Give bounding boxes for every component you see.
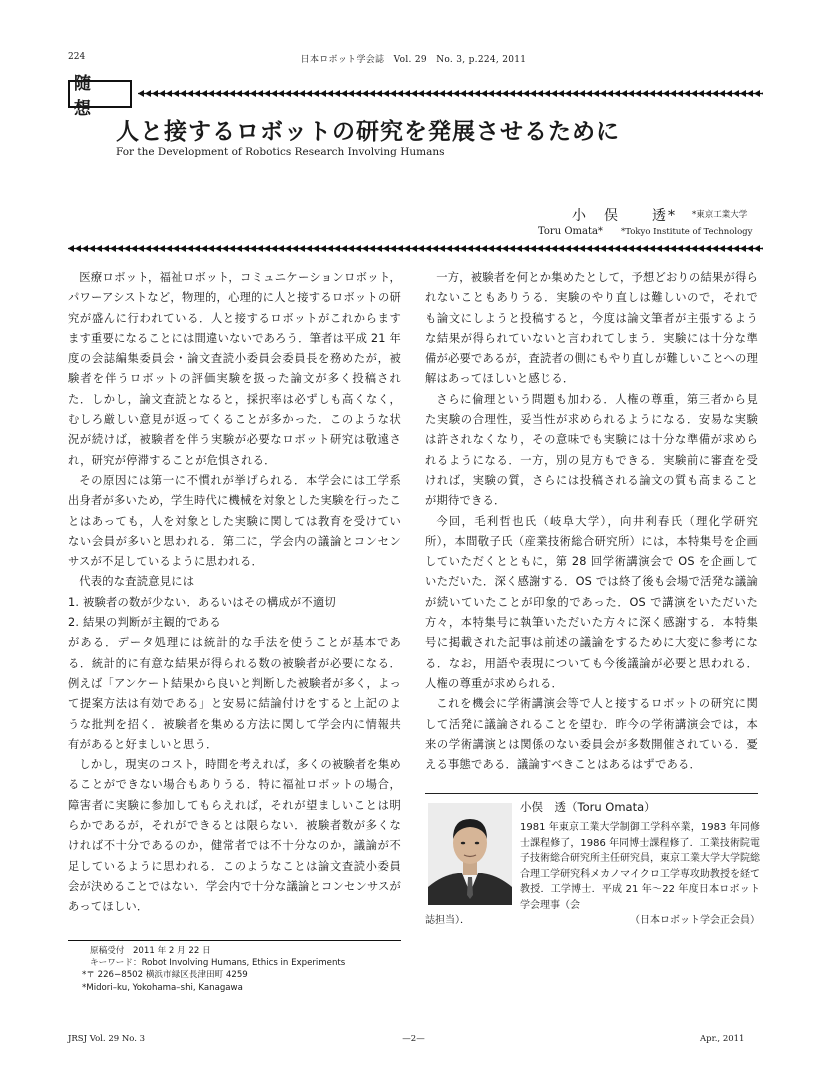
body-paragraph: 一方，被験者を何とか集めたとして，予想どおりの結果が得られないこともありうる．実験のやり直しは難しいので，それでも論文にしようと投稿すると，今度は論文筆者が主張するような結果が得られていないと言われてしまう．実験には十分な準備が必要であるが，査読者の側にもやり直しが難しいことへの理解はあってほしいと感じる． — [425, 271, 758, 386]
footnote-address-ja: *〒 226−8502 横浜市緑区長津田町 4259 — [82, 970, 248, 980]
list-item: 1. 被験者の数が少ない．あるいはその構成が不適切 — [68, 595, 336, 609]
body-paragraph: がある．データ処理には統計的な手法を使うことが基本である．統計的に有意な結果が得られる数の被験者が必要になる．例えば「アンケート結果から良いと判断した被験者が多く，よって提案方法は有効である」と安易に結論付けをすると上記のような批判を招く．被験者を集める方法に関して学会内に情報共有があると好ましいと思う． — [68, 636, 401, 751]
category-label: 随 想 — [68, 80, 132, 108]
footnote-keywords: キーワード：Robot Involving Humans, Ethics in Experiments — [90, 958, 346, 968]
body-paragraph: その原因には第一に不慣れが挙げられる．本学会には工学系出身者が多いため，学生時代に機械を対象とした実験を行ったことはあっても，人を対象とした実験に関しては教育を受けていない会員が多いと思われる．第二に，学会内の議論とコンセンサスが不足しているように思われる． — [68, 473, 401, 569]
article-title-en: For the Development of Robotics Research Involving Humans — [116, 146, 445, 158]
footer-journal: JRSJ Vol. 29 No. 3 — [68, 1034, 146, 1044]
bio-divider — [425, 793, 758, 794]
body-paragraph: 今回，毛利哲也氏（岐阜大学），向井利春氏（理化学研究所），本間敬子氏（産業技術総合研究所）には，本特集号を企画していただくとともに，第 28 回学術講演会で OS を企画していただいた．深く感謝する．OS では終了後も会場で活発な議論が続いていたことが印象的であった．OS で講演をいただいた方々，本特集号に執筆いただいた方々に深く感謝する．本特集号に掲載された記事は前述の議論をするために大変に参考になる．なお，用語や表現についても今後議論が必要と思われる．人権の尊重が求められる． — [425, 514, 758, 690]
bio-text-tail: 誌担当）． — [425, 915, 470, 926]
body-column-right — [425, 268, 758, 775]
bio-text: 1981 年東京工業大学制御工学科卒業，1983 年同修士課程修了，1986 年同博士課程修了．工業技術院電子技術総合研究所主任研究員，東京工業大学大学院総合理工学研究科メカノマイクロ工学専攻助教授を経て教授．工学博士．平成 21 年～22 年度日本ロボット学会理事（会 — [520, 822, 760, 911]
decorative-arrow-rule-middle — [68, 244, 763, 253]
body-paragraph: 医療ロボット，福祉ロボット，コミュニケーションロボット，パワーアシストなど，物理的，心理的に人と接するロボットの研究が盛んに行われている．人と接するロボットがこれからますます重要になることには間違いないであろう．筆者は平成 21 年度の会誌編集委員会・論文査読小委員会委員長を務めたが，被験者を伴うロボットの評価実験を扱った論文が多く投稿された．しかし，論文査読となると，採択率は必ずしも高くなく，むしろ厳しい意見が返ってくることが多かった．このような状況が続けば，被験者を伴う実験が必要なロボット研究は敬遠され，研究が停滞することが危惧される． — [68, 271, 401, 467]
author-portrait — [428, 803, 512, 905]
page-number: 224 — [68, 52, 86, 62]
footer-page: —2— — [402, 1034, 425, 1044]
body-column-left — [68, 268, 401, 918]
body-paragraph: これを機会に学術講演会等で人と接するロボットの研究に関して活発に議論されることを望む．昨今の学術講演会では，本来の学術講演とは関係のない委員会が多数開催されている．憂える事態である．議論すべきことはあるはずである． — [425, 697, 758, 772]
article-title-ja: 人と接するロボットの研究を発展させるために — [116, 119, 620, 145]
author-affiliation-en: *Tokyo Institute of Technology — [621, 227, 753, 237]
footnote-address-en: *Midori–ku, Yokohama–shi, Kanagawa — [82, 983, 243, 993]
author-name-ja: 小 俣 透* — [572, 208, 677, 224]
running-head: 日本ロボット学会誌 Vol. 29 No. 3, p.224, 2011 — [300, 55, 527, 65]
footnote-received: 原稿受付 2011 年 2 月 22 日 — [90, 946, 211, 956]
bio-author-name: 小俣 透（Toru Omata） — [520, 800, 656, 814]
footer-date: Apr., 2011 — [700, 1034, 745, 1044]
author-name-en: Toru Omata* — [538, 226, 603, 237]
list-item: 2. 結果の判断が主観的である — [68, 616, 221, 630]
bio-affiliation: （日本ロボット学会正会員） — [630, 915, 760, 926]
body-paragraph: 代表的な査読意見には — [79, 575, 195, 589]
body-paragraph: さらに倫理という問題も加わる．人権の尊重，第三者から見た実験の合理性，妥当性が求められるようになる．安易な実験は許されなくなり，その意味でも実験には十分な準備が求められるようになる．一方，別の見方もできる．実験前に審査を受ければ，実験の質，さらには投稿される論文の質も高まることが期待できる． — [425, 392, 758, 508]
decorative-arrow-rule-top — [138, 89, 763, 98]
body-paragraph: しかし，現実のコスト，時間を考えれば，多くの被験者を集めることができない場合もありうる．特に福祉ロボットの場合，障害者に実験に参加してもらえれば，それが望ましいことは明らかであるが，それができるとは限らない．被験者数が多くなければ不十分であるのか，健常者では不十分なのか，議論が不足しているように思われる．このようなことは論文査読小委員会が決めることではない．学会内で十分な議論とコンセンサスがあってほしい． — [68, 758, 401, 914]
author-affiliation-ja: *東京工業大学 — [692, 210, 748, 220]
footnote-divider — [68, 940, 401, 941]
